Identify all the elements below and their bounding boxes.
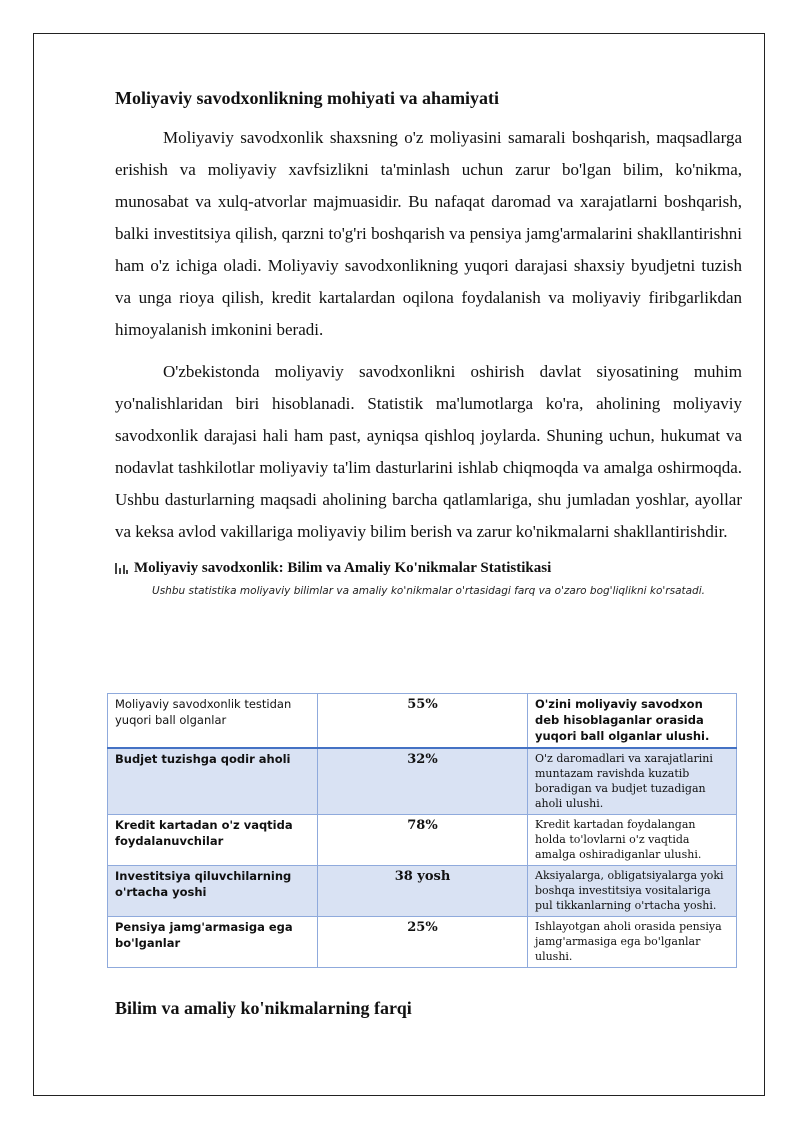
row-note: O'zini moliyaviy savodxon deb hisoblaganlar orasida yuqori ball olganlar ulushi. [528, 694, 737, 749]
stats-table [107, 693, 737, 968]
next-section-title: Bilim va amaliy ko'nikmalarning farqi [115, 998, 412, 1018]
row-value: 78% [318, 815, 528, 866]
row-note: Kredit kartadan foydalangan holda to'lovlarni o'z vaqtida amalga oshiradiganlar ulushi. [528, 815, 737, 866]
table-row [108, 748, 737, 815]
row-value: 55% [318, 694, 528, 749]
row-label: Kredit kartadan o'z vaqtida foydalanuvchilar [108, 815, 318, 866]
bar-chart-icon [115, 563, 128, 574]
row-value: 32% [318, 748, 528, 815]
row-label: Pensiya jamg'armasiga ega bo'lganlar [108, 917, 318, 968]
stats-title: Moliyaviy savodxonlik: Bilim va Amaliy Ko'nikmalar Statistikasi [134, 560, 552, 576]
paragraph-2: O'zbekistonda moliyaviy savodxonlikni oshirish davlat siyosatining muhim yo'nalishlaridan biri hisoblanadi. Statistik ma'lumotlarga ko'ra, aholining moliyaviy savodxonlik darajasi hali ham past, ayniqsa qishloq joylarda. Shuning uchun, hukumat va nodavlat tashkilotlar moliyaviy ta'lim dasturlarini ishlab chiqmoqda va amalga oshirmoqda. Ushbu dasturlarning maqsadi aholining barcha qatlamlariga, shu jumladan yoshlar, ayollar va keksa avlod vakillariga moliyaviy bilim berish va zarur ko'nikmalarni shakllantirishdir. [115, 362, 742, 541]
row-label: Investitsiya qiluvchilarning o'rtacha yoshi [108, 866, 318, 917]
stats-heading [115, 558, 742, 578]
row-note: O'z daromadlari va xarajatlarini muntazam ravishda kuzatib boradigan va budjet tuzadigan aholi ulushi. [528, 748, 737, 815]
document-body [115, 86, 742, 606]
paragraph-1: Moliyaviy savodxonlik shaxsning o'z moliyasini samarali boshqarish, maqsadlarga erishish va moliyaviy xavfsizlikni ta'minlash uchun zarur bo'lgan bilim, ko'nikma, munosabat va xulq-atvorlar majmuasidir. Bu nafaqat daromad va xarajatlarni boshqarish, balki investitsiya qilish, qarzni to'g'ri boshqarish va pensiya jamg'armalarini shakllantirishni ham o'z ichiga oladi. Moliyaviy savodxonlikning yuqori darajasi shaxsiy byudjetni tuzish va unga rioya qilish, kredit kartalardan oqilona foydalanish va moliyaviy firibgarlikdan himoyalanish imkonini beradi. [115, 128, 742, 339]
table-row [108, 694, 737, 749]
table-row [108, 917, 737, 968]
row-value: 25% [318, 917, 528, 968]
stats-subtitle: Ushbu statistika moliyaviy bilimlar va amaliy ko'nikmalar o'rtasidagi farq va o'zaro bog'liqlikni ko'rsatadi. [152, 585, 705, 597]
table-row [108, 866, 737, 917]
row-note: Ishlayotgan aholi orasida pensiya jamg'armasiga ega bo'lganlar ulushi. [528, 917, 737, 968]
row-label: Budjet tuzishga qodir aholi [108, 748, 318, 815]
section-title: Moliyaviy savodxonlikning mohiyati va ahamiyati [115, 88, 500, 108]
row-value: 38 yosh [318, 866, 528, 917]
table-row [108, 815, 737, 866]
row-label: Moliyaviy savodxonlik testidan yuqori ball olganlar [108, 694, 318, 749]
row-note: Aksiyalarga, obligatsiyalarga yoki boshqa investitsiya vositalariga pul tikkanlarning o'rtacha yoshi. [528, 866, 737, 917]
